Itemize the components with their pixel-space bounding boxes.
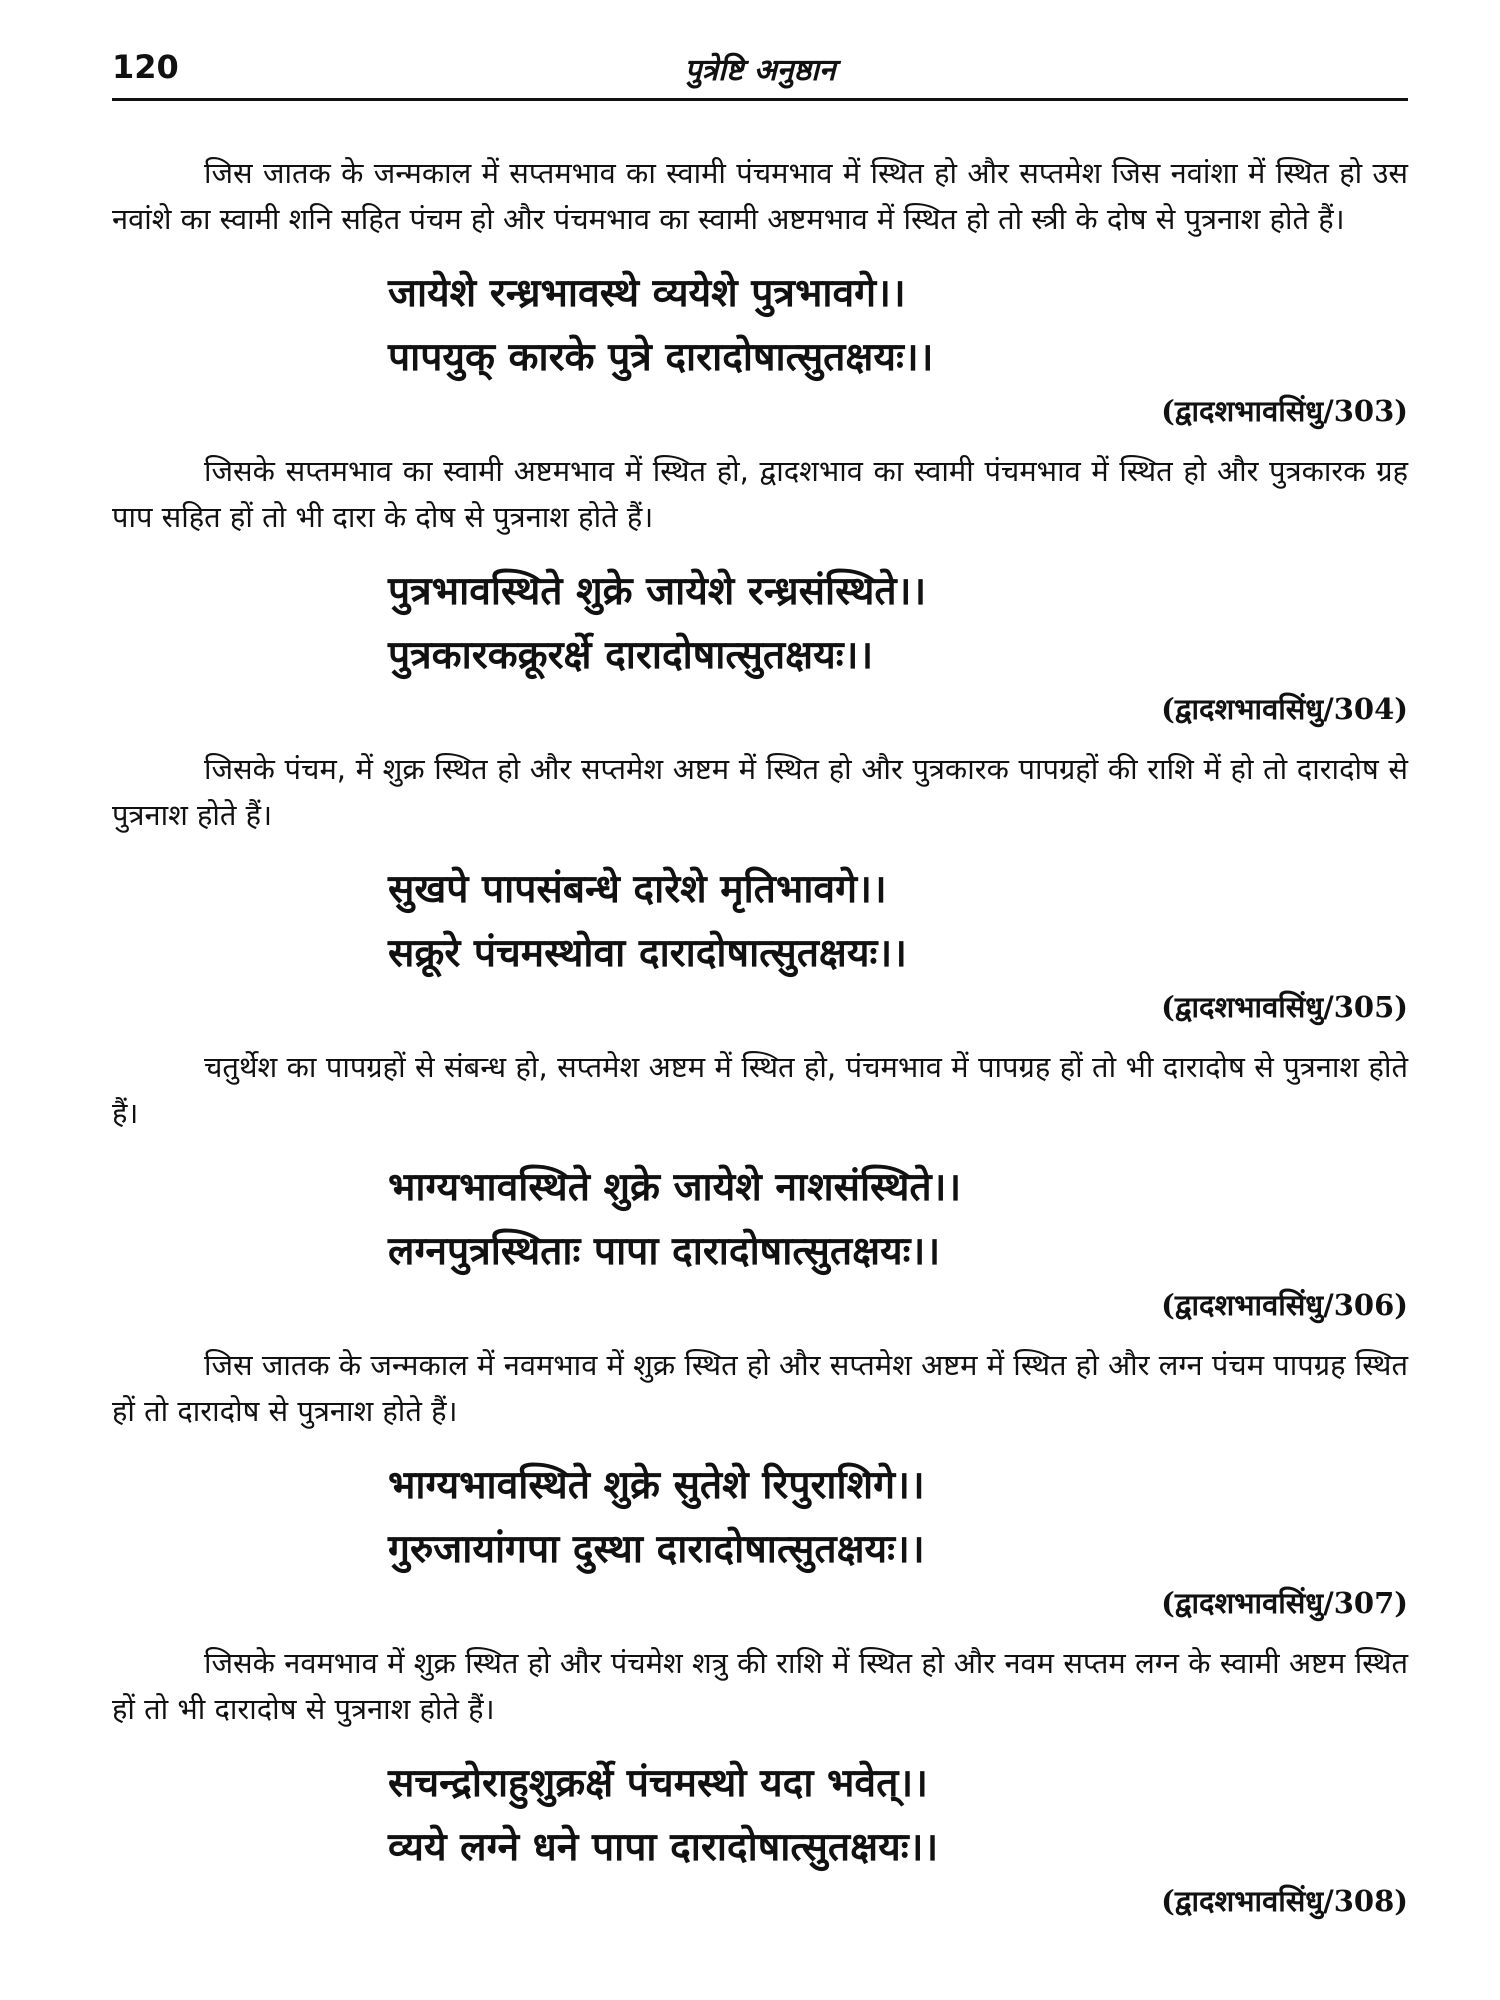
source-citation: (द्वादशभावसिंधु/303)	[1161, 394, 1408, 428]
shloka-line: सचन्द्रोराहुशुक्रर्क्षे पंचमस्थो यदा भवेत्।।	[388, 1761, 928, 1806]
explanation-paragraph: जिसके नवमभाव में शुक्र स्थित हो और पंचमेश शत्रु की राशि में स्थित हो और नवम सप्तम लग्न के स्वामी अष्टम स्थित हों तो भी दारादोष से पुत्रनाश होते हैं।	[112, 1646, 1408, 1726]
source-citation: (द्वादशभावसिंधु/308)	[1161, 1884, 1408, 1918]
shloka-line: भाग्यभावस्थिते शुक्रे जायेशे नाशसंस्थिते।।	[388, 1165, 962, 1210]
page-number: 120	[112, 48, 179, 86]
running-title: पुत्रेष्टि अनुष्ठान	[684, 53, 836, 88]
explanation-paragraph: जिसके पंचम, में शुक्र स्थित हो और सप्तमेश अष्टम में स्थित हो और पुत्रकारक पापग्रहों की राशि में हो तो दारादोष से पुत्रनाश होते हैं।	[112, 752, 1408, 832]
page-content	[112, 150, 1408, 1938]
explanation-paragraph: जिस जातक के जन्मकाल में नवमभाव में शुक्र स्थित हो और सप्तमेश अष्टम में स्थित हो और लग्न पंचम पापग्रह स्थित हों तो दारादोष से पुत्रनाश होते हैं।	[112, 1348, 1408, 1428]
source-citation: (द्वादशभावसिंधु/307)	[1161, 1586, 1408, 1620]
shloka-line: पुत्रभावस्थिते शुक्रे जायेशे रन्ध्रसंस्थिते।।	[388, 569, 927, 614]
shloka-line: भाग्यभावस्थिते शुक्रे सुतेशे रिपुराशिगे।।	[388, 1463, 925, 1508]
explanation-paragraph: जिसके सप्तमभाव का स्वामी अष्टमभाव में स्थित हो, द्वादशभाव का स्वामी पंचमभाव में स्थित हो और पुत्रकारक ग्रह पाप सहित हों तो भी दारा के दोष से पुत्रनाश होते हैं।	[112, 454, 1408, 534]
section-306	[112, 1044, 1408, 1326]
source-citation: (द्वादशभावसिंधु/306)	[1161, 1288, 1408, 1322]
section-303	[112, 150, 1408, 432]
shloka-line: पापयुक् कारके पुत्रे दारादोषात्सुतक्षयः।।	[388, 335, 934, 380]
page-header	[112, 40, 1408, 101]
shloka-line: सक्रूरे पंचमस्थोवा दारादोषात्सुतक्षयः।।	[388, 931, 907, 976]
shloka-line: जायेशे रन्ध्रभावस्थे व्ययेशे पुत्रभावगे।।	[388, 271, 906, 316]
shloka-line: लग्नपुत्रस्थिताः पापा दारादोषात्सुतक्षयः।।	[388, 1229, 941, 1274]
section-308	[112, 1640, 1408, 1922]
section-304	[112, 448, 1408, 730]
shloka-line: सुखपे पापसंबन्धे दारेशे मृतिभावगे।।	[388, 867, 887, 912]
section-305	[112, 746, 1408, 1028]
section-307	[112, 1342, 1408, 1624]
source-citation: (द्वादशभावसिंधु/304)	[1161, 692, 1408, 726]
explanation-paragraph: चतुर्थेश का पापग्रहों से संबन्ध हो, सप्तमेश अष्टम में स्थित हो, पंचमभाव में पापग्रह हों तो भी दारादोष से पुत्रनाश होते हैं।	[112, 1050, 1408, 1130]
explanation-paragraph: जिस जातक के जन्मकाल में सप्तमभाव का स्वामी पंचमभाव में स्थित हो और सप्तमेश जिस नवांशा में स्थित हो उस नवांशे का स्वामी शनि सहित पंचम हो और पंचमभाव का स्वामी अष्टमभाव में स्थित हो तो स्त्री के दोष से पुत्रनाश होते हैं।	[112, 156, 1408, 236]
shloka-line: गुरुजायांगपा दुस्था दारादोषात्सुतक्षयः।।	[388, 1527, 925, 1572]
shloka-line: व्यये लग्ने धने पापा दारादोषात्सुतक्षयः।।	[388, 1825, 939, 1870]
shloka-line: पुत्रकारकक्रूरर्क्षे दारादोषात्सुतक्षयः।।	[388, 633, 874, 678]
source-citation: (द्वादशभावसिंधु/305)	[1161, 990, 1408, 1024]
